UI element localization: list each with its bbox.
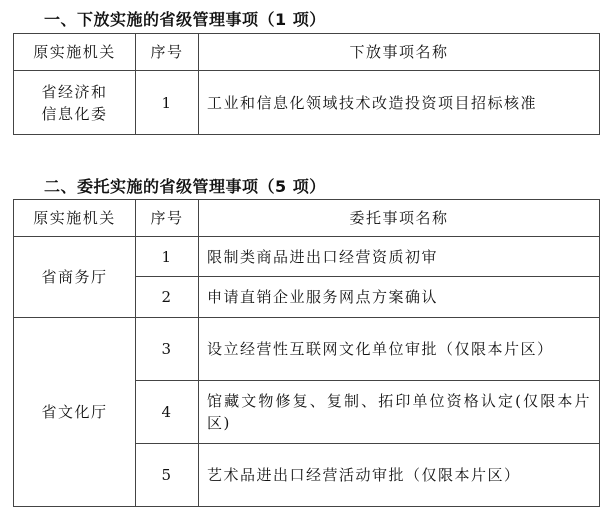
header-original-agency: 原实施机关 xyxy=(14,200,136,237)
serial-number-cell: 3 xyxy=(136,318,199,381)
agency-cell xyxy=(14,71,136,135)
item-name-cell: 限制类商品进出口经营资质初审 xyxy=(199,237,600,277)
agency-cell: 省商务厅 xyxy=(14,237,136,318)
agency-line: 省经济和 xyxy=(41,82,108,101)
table-row xyxy=(14,71,600,135)
delegated-items-table xyxy=(13,33,600,135)
table-row xyxy=(14,237,600,277)
header-original-agency: 原实施机关 xyxy=(14,34,136,71)
serial-number-cell: 5 xyxy=(136,444,199,507)
serial-number-cell: 1 xyxy=(136,71,199,135)
item-name-cell: 艺术品进出口经营活动审批（仅限本片区） xyxy=(199,444,600,507)
item-name-cell: 设立经营性互联网文化单位审批（仅限本片区） xyxy=(199,318,600,381)
agency-line: 信息化委 xyxy=(41,104,108,123)
header-serial-number: 序号 xyxy=(136,200,199,237)
entrusted-items-table xyxy=(13,199,600,507)
serial-number-cell: 2 xyxy=(136,277,199,318)
table-header-row xyxy=(14,34,600,71)
header-entrusted-item-name: 委托事项名称 xyxy=(199,200,600,237)
table-header-row xyxy=(14,200,600,237)
section-heading-delegated: 一、下放实施的省级管理事项（1 项） xyxy=(44,10,326,29)
section-heading-entrusted: 二、委托实施的省级管理事项（5 项） xyxy=(44,177,326,196)
agency-cell: 省文化厅 xyxy=(14,318,136,507)
item-name-cell: 馆藏文物修复、复制、拓印单位资格认定(仅限本片区) xyxy=(199,381,600,444)
serial-number-cell: 1 xyxy=(136,237,199,277)
table-row xyxy=(14,318,600,381)
header-serial-number: 序号 xyxy=(136,34,199,71)
serial-number-cell: 4 xyxy=(136,381,199,444)
item-name-cell: 工业和信息化领域技术改造投资项目招标核准 xyxy=(199,71,600,135)
item-name-cell: 申请直销企业服务网点方案确认 xyxy=(199,277,600,318)
header-delegated-item-name: 下放事项名称 xyxy=(199,34,600,71)
